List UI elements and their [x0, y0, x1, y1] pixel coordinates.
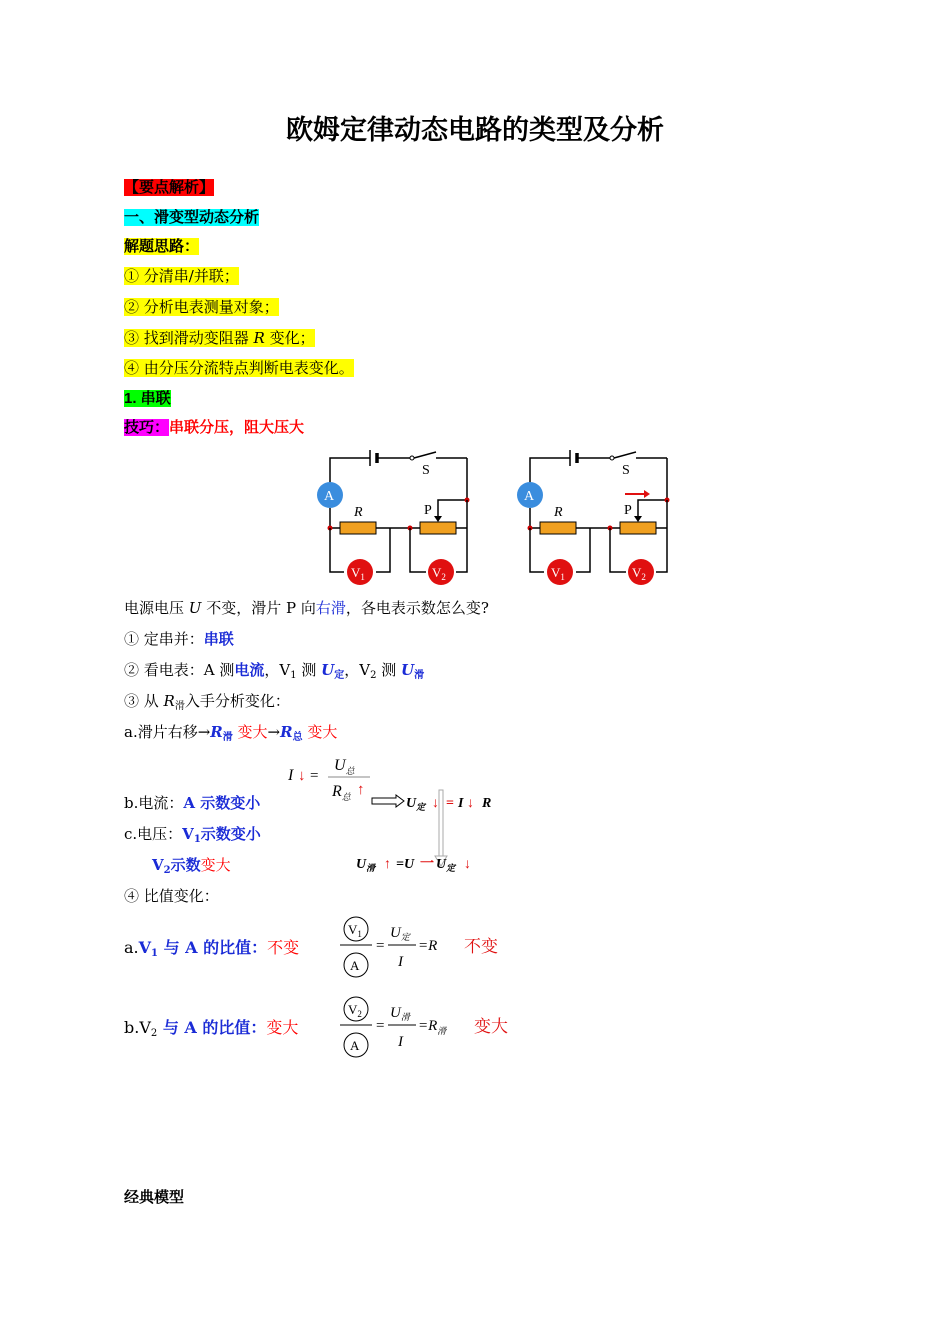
current-formula: [280, 752, 510, 882]
analysis-c: c.电压：$V_1$示数变小: [124, 825, 261, 845]
svg-text:P: P: [624, 503, 632, 518]
svg-text:V2: $V_2$: [632, 565, 646, 582]
svg-text:A: A: [524, 489, 535, 504]
svg-text:P: P: [424, 503, 432, 518]
svg-text:V2: $V_2$: [432, 565, 446, 582]
svg-text:=: =: [376, 1018, 385, 1034]
ratio-label: ④ 比值变化：: [124, 887, 219, 905]
svg-text:A: A: [324, 489, 335, 504]
svg-text:R总: $R_总$: [332, 783, 351, 802]
step-3: ③ 找到滑动变阻器 R 变化；: [124, 329, 315, 347]
svg-text:V1: $V_1$: [348, 922, 362, 939]
ratio-b: $b.V_2$ 与 A 的比值：变大: [124, 1018, 299, 1039]
section-tag: 【要点解析】: [124, 179, 215, 196]
svg-text:=R: =R: [418, 938, 438, 954]
svg-text:不变: 不变: [464, 937, 498, 956]
svg-text:=: =: [376, 938, 385, 954]
svg-text:A: A: [350, 958, 360, 973]
ratio-a-formula: [336, 912, 526, 984]
analysis-step-2: ② 看电表：A 测电流，$V_1$ 测 $U_定$，$V_2$ 测 $U_滑$: [124, 661, 425, 681]
down-arrow-icon: [439, 790, 443, 858]
analysis-a: a.滑片右移$\to R_滑$ 变大$\to R_总$ 变大: [124, 723, 338, 743]
svg-text:↓: ↓: [298, 768, 306, 784]
svg-text:S: S: [622, 463, 630, 478]
step-1: ① 分清串/并联；: [124, 267, 239, 285]
rheostat-icon: [620, 522, 656, 534]
analysis-d: $V_2$示数变大: [152, 856, 231, 876]
circuit-left: [317, 450, 470, 585]
svg-text:=: =: [446, 796, 454, 811]
svg-text:一: 一: [420, 857, 434, 872]
svg-text:U定: $U_定$: [406, 796, 426, 812]
svg-text:I: I: [398, 954, 403, 970]
svg-text:=R滑: $=R_滑$: [418, 1018, 447, 1036]
analysis-step-3: ③ 从 $R_滑$入手分析变化：: [124, 692, 290, 712]
svg-text:V1: $V_1$: [351, 565, 365, 582]
page-title: 欧姆定律动态电路的类型及分析: [286, 115, 664, 146]
series-label: 1. 串联: [124, 390, 171, 407]
resistor-icon: [540, 522, 576, 534]
svg-text:U滑: $U_滑$: [356, 857, 376, 873]
step-2: ② 分析电表测量对象；: [124, 298, 279, 316]
svg-text:U总: $U_总$: [334, 757, 355, 776]
analysis-step-1: ① 定串并：串联: [124, 630, 234, 648]
svg-text:=U: =U: [396, 857, 415, 872]
section-heading: 一、滑变型动态分析: [124, 209, 260, 226]
tip-line: 技巧：串联分压，阻大压大: [124, 419, 305, 436]
implies-arrow-icon: [372, 795, 404, 807]
svg-text:V2: $V_2$: [348, 1002, 362, 1019]
step-4: ④ 由分压分流特点判断电表变化。: [124, 359, 354, 377]
svg-text:↓: ↓: [467, 796, 474, 811]
svg-text:↑: ↑: [384, 857, 391, 872]
rheostat-icon: [420, 522, 456, 534]
svg-text:R: R: [354, 505, 363, 520]
svg-text:I: I: [288, 767, 294, 784]
svg-text:U定: $U_定$: [436, 857, 456, 873]
circuit-right: [517, 450, 670, 585]
classic-models-heading: 经典模型: [124, 1189, 185, 1206]
resistor-icon: [340, 522, 376, 534]
svg-text:R: R: [554, 505, 563, 520]
svg-text:U定: $U_定$: [390, 925, 410, 942]
question-line: 电源电压 U 不变，滑片 P 向右滑，各电表示数怎么变?: [124, 599, 489, 617]
svg-text:变大: 变大: [474, 1017, 508, 1036]
svg-text:↓: ↓: [464, 857, 471, 872]
analysis-b: b.电流：A 示数变小: [124, 794, 261, 812]
svg-text:R: R: [482, 796, 492, 811]
svg-text:I: I: [458, 796, 464, 811]
svg-text:I: I: [398, 1034, 403, 1050]
switch-label: S: [422, 463, 430, 478]
approach-label: 解题思路：: [124, 238, 200, 255]
ratio-a: $a.V_1$ 与 A 的比值：不变: [124, 938, 300, 959]
svg-text:↓: ↓: [432, 796, 439, 811]
svg-text:A: A: [350, 1038, 360, 1053]
svg-text:↑: ↑: [357, 782, 365, 798]
svg-text:=: =: [310, 768, 319, 784]
ratio-b-formula: [336, 992, 526, 1064]
svg-text:U滑: $U_滑$: [390, 1005, 410, 1022]
svg-text:V1: $V_1$: [551, 565, 565, 582]
circuit-diagrams: [310, 440, 690, 590]
